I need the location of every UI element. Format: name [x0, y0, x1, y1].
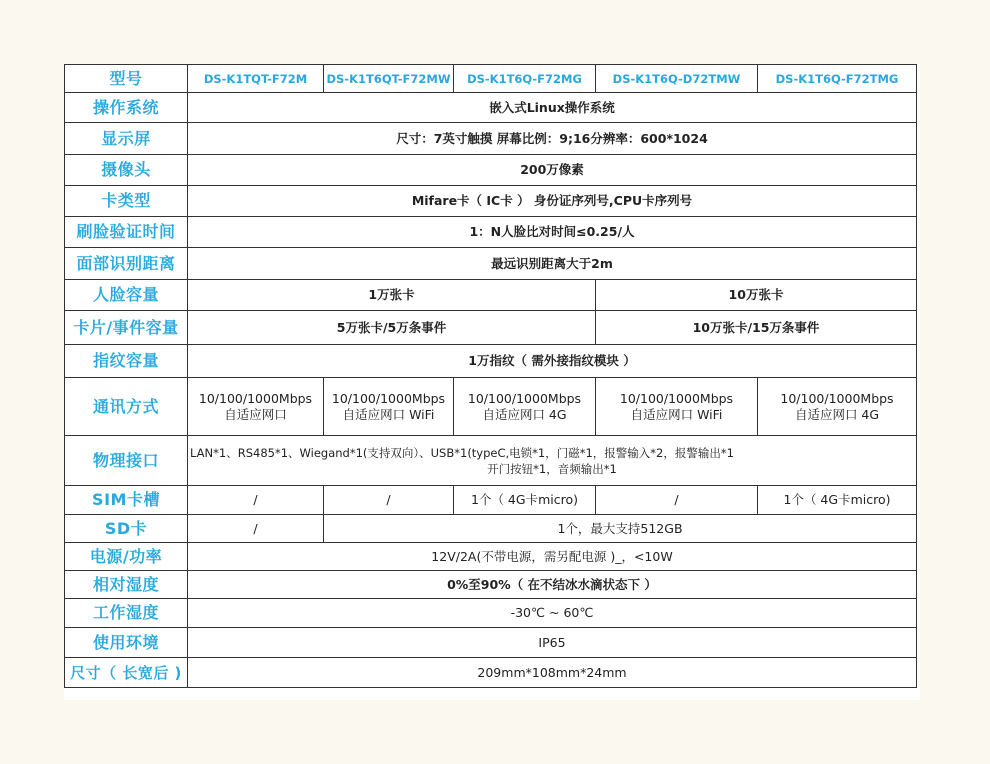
sd-row [65, 515, 917, 543]
environment-row [65, 628, 917, 658]
power-value: 12V/2A(不带电源，需另配电源 )_，<10W [188, 543, 917, 571]
environment-value: IP65 [188, 628, 917, 658]
face-capacity-row [65, 280, 917, 311]
distance-row [65, 248, 917, 280]
model-name: DS-K1T6QT-F72MW [324, 65, 454, 93]
comm-cell: 10/100/1000Mbps 自适应网口 [188, 378, 324, 436]
os-label: 操作系统 [65, 93, 188, 123]
camera-row [65, 155, 917, 186]
fingerprint-row [65, 345, 917, 378]
sim-cell: / [324, 486, 454, 515]
card-type-label: 卡类型 [65, 186, 188, 217]
face-capacity-right: 10万张卡 [596, 280, 917, 311]
sim-cell: / [596, 486, 758, 515]
spec-sheet [64, 64, 920, 700]
sd-label: SD卡 [65, 515, 188, 543]
verify-time-value: 1：N人脸比对时间≤0.25/人 [188, 217, 917, 248]
fingerprint-value: 1万指纹（ 需外接指纹模块 ） [188, 345, 917, 378]
ports-label: 物理接口 [65, 436, 188, 486]
sim-label: SIM卡槽 [65, 486, 188, 515]
card-event-label: 卡片/事件容量 [65, 311, 188, 345]
card-type-row [65, 186, 917, 217]
fingerprint-label: 指纹容量 [65, 345, 188, 378]
comm-row [65, 378, 917, 436]
sim-cell: / [188, 486, 324, 515]
temperature-row [65, 599, 917, 628]
size-value: 209mm*108mm*24mm [188, 658, 917, 688]
model-row [65, 65, 917, 93]
card-event-right: 10万张卡/15万条事件 [596, 311, 917, 345]
sd-first: / [188, 515, 324, 543]
display-row [65, 123, 917, 155]
comm-label: 通讯方式 [65, 378, 188, 436]
sim-cell: 1个（ 4G卡micro) [454, 486, 596, 515]
ports-row [65, 436, 917, 486]
comm-cell: 10/100/1000Mbps 自适应网口 4G [454, 378, 596, 436]
display-label: 显示屏 [65, 123, 188, 155]
os-row [65, 93, 917, 123]
os-value: 嵌入式Linux操作系统 [188, 93, 917, 123]
card-event-row [65, 311, 917, 345]
temperature-label: 工作湿度 [65, 599, 188, 628]
display-value: 尺寸：7英寸触摸 屏幕比例：9;16分辨率：600*1024 [188, 123, 917, 155]
face-capacity-label: 人脸容量 [65, 280, 188, 311]
card-event-left: 5万张卡/5万条事件 [188, 311, 596, 345]
comm-cell: 10/100/1000Mbps 自适应网口 4G [758, 378, 917, 436]
model-name: DS-K1TQT-F72M [188, 65, 324, 93]
comm-cell: 10/100/1000Mbps 自适应网口 WiFi [596, 378, 758, 436]
spec-table [64, 64, 917, 688]
humidity-value: 0%至90%（ 在不结冰水滴状态下 ） [188, 571, 917, 599]
sd-rest: 1个，最大支持512GB [324, 515, 917, 543]
model-name: DS-K1T6Q-F72MG [454, 65, 596, 93]
ports-value: LAN*1、RS485*1、Wiegand*1(支持双向）、USB*1(typeC,电锁*1，门磁*1，报警输入*2，报警输出*1 开门按钮*1，音频输出*1 [188, 436, 917, 486]
environment-label: 使用环境 [65, 628, 188, 658]
sim-row [65, 486, 917, 515]
model-name: DS-K1T6Q-D72TMW [596, 65, 758, 93]
humidity-row [65, 571, 917, 599]
humidity-label: 相对湿度 [65, 571, 188, 599]
size-row [65, 658, 917, 688]
camera-value: 200万像素 [188, 155, 917, 186]
distance-label: 面部识别距离 [65, 248, 188, 280]
model-label: 型号 [65, 65, 188, 93]
face-capacity-left: 1万张卡 [188, 280, 596, 311]
verify-time-label: 刷脸验证时间 [65, 217, 188, 248]
power-label: 电源/功率 [65, 543, 188, 571]
sim-cell: 1个（ 4G卡micro) [758, 486, 917, 515]
comm-cell: 10/100/1000Mbps 自适应网口 WiFi [324, 378, 454, 436]
camera-label: 摄像头 [65, 155, 188, 186]
power-row [65, 543, 917, 571]
model-name: DS-K1T6Q-F72TMG [758, 65, 917, 93]
verify-time-row [65, 217, 917, 248]
card-type-value: Mifare卡（ IC卡 ） 身份证序列号,CPU卡序列号 [188, 186, 917, 217]
temperature-value: -30℃ ~ 60℃ [188, 599, 917, 628]
size-label: 尺寸（ 长宽后 ) [65, 658, 188, 688]
distance-value: 最远识别距离大于2m [188, 248, 917, 280]
